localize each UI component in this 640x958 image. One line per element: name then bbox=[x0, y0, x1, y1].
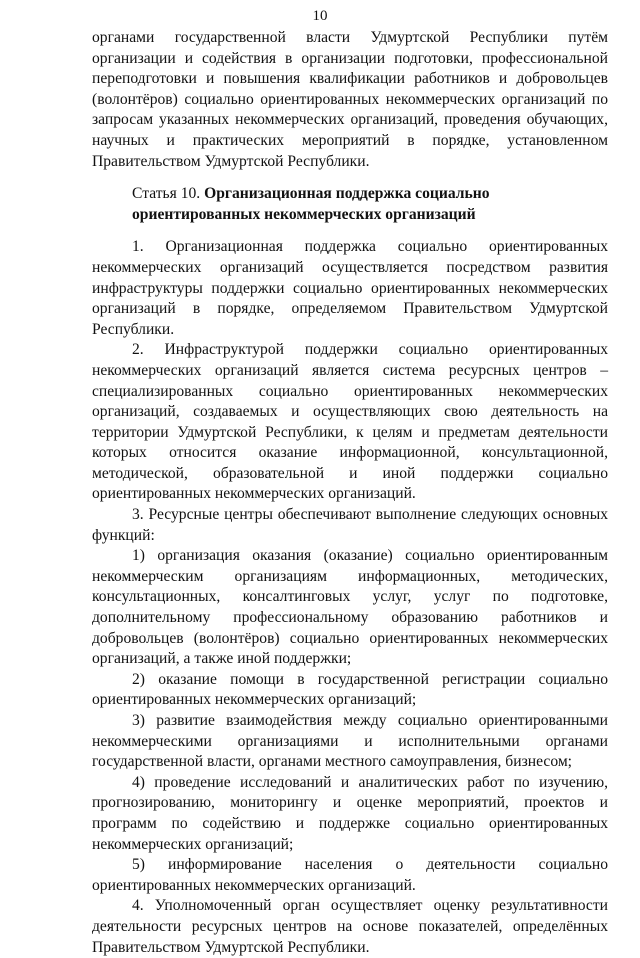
list-item-4: 4) проведение исследований и аналитических работ по изучению, прогнозированию, мониторингу и оценке мероприятий, проектов и программ по содействию и поддержке социально ориентированных некоммерческих организаций; bbox=[92, 773, 608, 853]
paragraph-4: 4. Уполномоченный орган осуществляет оценку результативности деятельности ресурсных центров на основе показателей, определённых Правительством Удмуртской Республики. bbox=[92, 897, 608, 956]
list-item-5: 5) информирование населения о деятельности социально ориентированных некоммерческих организаций. bbox=[92, 856, 608, 894]
intro-paragraph: органами государственной власти Удмуртской Республики путём организации и содействия в организации подготовки, профессиональной переподготовки и повышения квалификации работников и добровольцев (волонтёров) социально ориентированных некоммерческих организаций по запросам указанных некоммерческих организаций, проведения обучающих, научных и практических мероприятий в порядке, установленном Правительством Удмуртской Республики. bbox=[92, 29, 608, 170]
paragraph-3: 3. Ресурсные центры обеспечивают выполнение следующих основных функций: bbox=[92, 506, 608, 544]
paragraph-2: 2. Инфраструктурой поддержки социально ориентированных некоммерческих организаций является система ресурсных центров – специализированных социально ориентированных некоммерческих организаций, создаваемых и осуществляющих свою деятельность на территории Удмуртской Республики, к целям и предметам деятельности которых относится оказание информационной, консультационной, методической, образовательной и иной поддержки социально ориентированных некоммерческих организаций. bbox=[92, 341, 608, 503]
article-heading bbox=[92, 184, 608, 225]
document-body bbox=[92, 28, 608, 958]
list-item-1: 1) организация оказания (оказание) социально ориентированным некоммерческим организациям информационных, методических, консультационных, консалтинговых услуг, услуг по подготовке, дополнительному профессиональному образованию работников и добровольцев (волонтёров) социально ориентированных некоммерческих организаций, а также иной поддержки; bbox=[92, 547, 608, 668]
list-item-3: 3) развитие взаимодействия между социально ориентированными некоммерческими организациями и исполнительными органами государственной власти, органами местного самоуправления, бизнесом; bbox=[92, 712, 608, 771]
page-number: 10 bbox=[312, 8, 328, 24]
article-title: Организационная поддержка социально ориентированных некоммерческих организаций bbox=[132, 185, 490, 223]
paragraph-1: 1. Организационная поддержка социально ориентированных некоммерческих организаций осуществляется посредством развития инфраструктуры поддержки социально ориентированных некоммерческих организаций в порядке, определяемом Правительством Удмуртской Республики. bbox=[92, 238, 608, 338]
list-item-2: 2) оказание помощи в государственной регистрации социально ориентированных некоммерческих организаций; bbox=[92, 670, 608, 709]
article-number: Статья 10. bbox=[132, 185, 201, 203]
